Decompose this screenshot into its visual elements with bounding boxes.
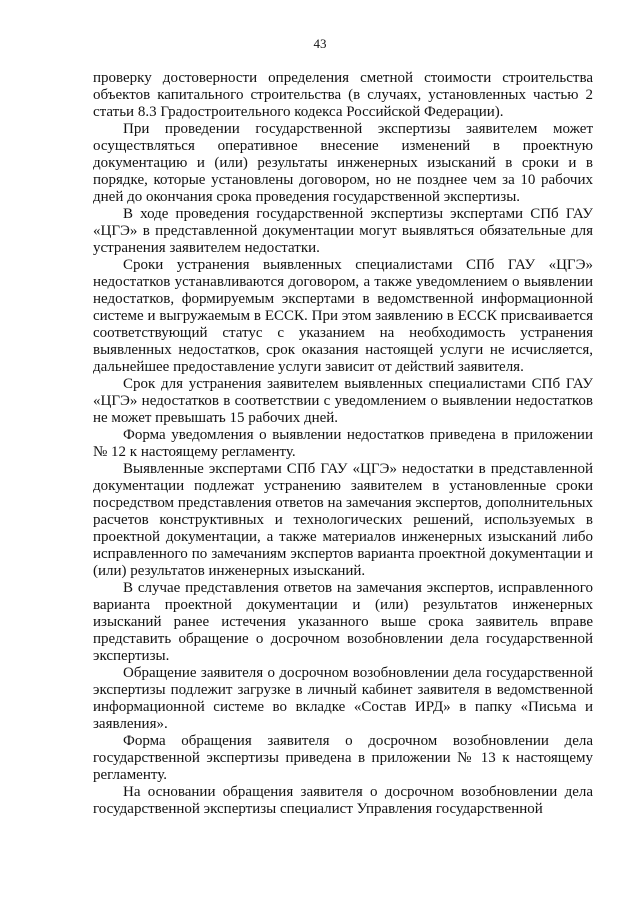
- paragraph: Выявленные экспертами СПб ГАУ «ЦГЭ» недостатки в представленной документации подлежат устранению заявителем в установленные сроки посредством представления ответов на замечания экспертов, дополнительных расчетов конструктивных и технологических решений, используемых в проектной документации, а также материалов инженерных изысканий либо исправленного по замечаниям экспертов варианта проектной документации и (или) результатов инженерных изысканий.: [93, 461, 593, 579]
- paragraph: Сроки устранения выявленных специалистами СПб ГАУ «ЦГЭ» недостатков устанавливаются договором, а также уведомлением о выявлении недостатков, формируемым экспертами в ведомственной информационной системе и выгружаемым в ЕССК. При этом заявлению в ЕССК присваивается соответствующий статус с указанием на необходимость устранения выявленных недостатков, срок оказания настоящей услуги не исчисляется, дальнейшее предоставление услуги зависит от действий заявителя.: [93, 257, 593, 375]
- paragraph: В ходе проведения государственной экспертизы экспертами СПб ГАУ «ЦГЭ» в представленной документации могут выявляться обязательные для устранения заявителем недостатки.: [93, 206, 593, 256]
- paragraph: На основании обращения заявителя о досрочном возобновлении дела государственной экспертизы специалист Управления государственной: [93, 784, 593, 817]
- paragraph: В случае представления ответов на замечания экспертов, исправленного варианта проектной документации и (или) результатов инженерных изысканий ранее истечения указанного выше срока заявитель вправе представить обращение о досрочном возобновлении дела государственной экспертизы.: [93, 580, 593, 664]
- paragraph: Обращение заявителя о досрочном возобновлении дела государственной экспертизы подлежит загрузке в личный кабинет заявителя в ведомственной информационной системе во вкладке «Состав ИРД» в папку «Письма и заявления».: [93, 665, 593, 732]
- page-number: 43: [313, 36, 327, 51]
- paragraph: Форма уведомления о выявлении недостатков приведена в приложении № 12 к настоящему регламенту.: [93, 427, 593, 460]
- document-body: [93, 70, 593, 818]
- paragraph: Форма обращения заявителя о досрочном возобновлении дела государственной экспертизы приведена в приложении № 13 к настоящему регламенту.: [93, 733, 593, 783]
- paragraph-continuation: проверку достоверности определения сметной стоимости строительства объектов капитального строительства (в случаях, установленных частью 2 статьи 8.3 Градостроительного кодекса Российской Федерации).: [93, 70, 593, 120]
- paragraph: Срок для устранения заявителем выявленных специалистами СПб ГАУ «ЦГЭ» недостатков в соответствии с уведомлением о выявлении недостатков не может превышать 15 рабочих дней.: [93, 376, 593, 426]
- paragraph: При проведении государственной экспертизы заявителем может осуществляться оперативное внесение изменений в проектную документацию и (или) результаты инженерных изысканий в сроки и в порядке, которые установлены договором, но не позднее чем за 10 рабочих дней до окончания срока проведения государственной экспертизы.: [93, 121, 593, 205]
